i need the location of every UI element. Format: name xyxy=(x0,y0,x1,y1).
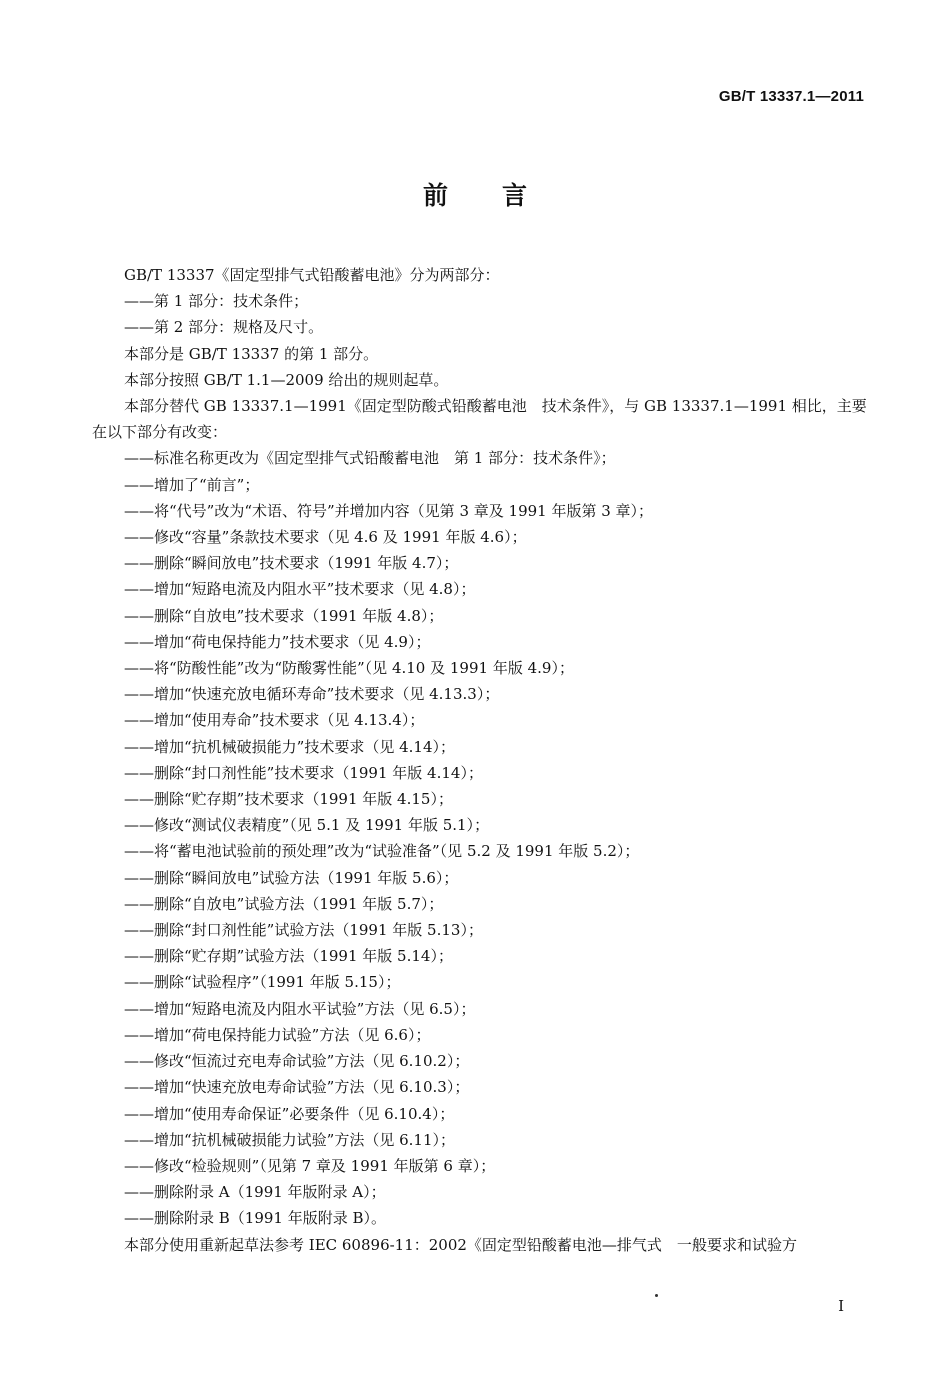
page-title: 前言 xyxy=(422,181,581,210)
change-item: ——增加“抗机械破损能力试验”方法（见 6.11）； xyxy=(124,1130,456,1149)
change-item: ——删除“自放电”试验方法（1991 年版 5.7）； xyxy=(124,894,444,913)
change-item: ——删除“贮存期”试验方法（1991 年版 5.14）； xyxy=(124,947,453,966)
change-item: ——增加“短路电流及内阻水平试验”方法（见 6.5）； xyxy=(124,999,476,1018)
page-number: I xyxy=(838,1297,844,1315)
change-item: ——删除“瞬间放电”技术要求（1991 年版 4.7）； xyxy=(124,554,459,573)
change-item: ——增加“快速充放电寿命试验”方法（见 6.10.3）； xyxy=(124,1078,470,1097)
part-list-item: ——第 2 部分：规格及尺寸。 xyxy=(124,318,324,337)
change-item: ——修改“容量”条款技术要求（见 4.6 及 1991 年版 4.6）； xyxy=(124,528,527,547)
change-item: ——增加“短路电流及内阻水平”技术要求（见 4.8）； xyxy=(124,580,476,599)
document-body xyxy=(92,262,872,1258)
reference-paragraph: 本部分使用重新起草法参考 IEC 60896-11：2002《固定型铅酸蓄电池—排气式 一般要求和试验方 xyxy=(124,1235,797,1254)
change-item: ——标准名称更改为《固定型排气式铅酸蓄电池 第 1 部分：技术条件》； xyxy=(124,449,616,468)
change-item: ——修改“检验规则”（见第 7 章及 1991 年版第 6 章）； xyxy=(124,1156,496,1175)
change-item: ——增加“使用寿命保证”必要条件（见 6.10.4）； xyxy=(124,1104,455,1123)
scope-paragraph: 本部分是 GB/T 13337 的第 1 部分。 xyxy=(124,344,379,363)
change-item: ——修改“测试仪表精度”（见 5.1 及 1991 年版 5.1）； xyxy=(124,816,490,835)
change-item: ——删除“自放电”技术要求（1991 年版 4.8）； xyxy=(124,606,444,625)
change-item: ——删除“封口剂性能”技术要求（1991 年版 4.14）； xyxy=(124,763,483,782)
scan-speck xyxy=(655,1294,658,1297)
intro-paragraph: GB/T 13337《固定型排气式铅酸蓄电池》分为两部分： xyxy=(124,266,500,284)
change-item: ——增加“荷电保持能力”技术要求（见 4.9）； xyxy=(124,632,431,651)
part-list-item: ——第 1 部分：技术条件； xyxy=(124,292,309,311)
change-item: ——删除附录 A（1991 年版附录 A）； xyxy=(124,1183,386,1202)
change-item: ——增加“使用寿命”技术要求（见 4.13.4）； xyxy=(124,711,425,730)
change-item: ——增加“快速充放电循环寿命”技术要求（见 4.13.3）； xyxy=(124,685,500,704)
changes-list xyxy=(92,445,872,1231)
change-item: ——将“代号”改为“术语、符号”并增加内容（见第 3 章及 1991 年版第 3 章）； xyxy=(124,501,654,520)
change-item: ——增加“抗机械破损能力”技术要求（见 4.14）； xyxy=(124,737,456,756)
change-item: ——删除“封口剂性能”试验方法（1991 年版 5.13）； xyxy=(124,921,483,940)
change-item: ——增加“荷电保持能力试验”方法（见 6.6）； xyxy=(124,1025,431,1044)
change-item: ——删除附录 B（1991 年版附录 B）。 xyxy=(124,1209,387,1228)
change-item: ——删除“贮存期”技术要求（1991 年版 4.15）； xyxy=(124,790,453,809)
change-item: ——删除“试验程序”（1991 年版 5.15）； xyxy=(124,973,401,992)
change-item: ——将“防酸性能”改为“防酸雾性能”（见 4.10 及 1991 年版 4.9）； xyxy=(124,659,574,678)
standard-code: GB/T 13337.1—2011 xyxy=(718,88,864,105)
drafting-paragraph: 本部分按照 GB/T 1.1—2009 给出的规则起草。 xyxy=(124,370,449,389)
change-item: ——增加了“前言”； xyxy=(124,475,260,494)
change-item: ——修改“恒流过充电寿命试验”方法（见 6.10.2）； xyxy=(124,1052,470,1071)
replace-paragraph: 本部分替代 GB 13337.1—1991《固定型防酸式铅酸蓄电池 技术条件》，与 GB 13337.1—1991 相比，主要在以下部分有改变： xyxy=(92,397,867,442)
change-item: ——删除“瞬间放电”试验方法（1991 年版 5.6）； xyxy=(124,868,459,887)
change-item: ——将“蓄电池试验前的预处理”改为“试验准备”（见 5.2 及 1991 年版 5.2）； xyxy=(124,842,640,861)
